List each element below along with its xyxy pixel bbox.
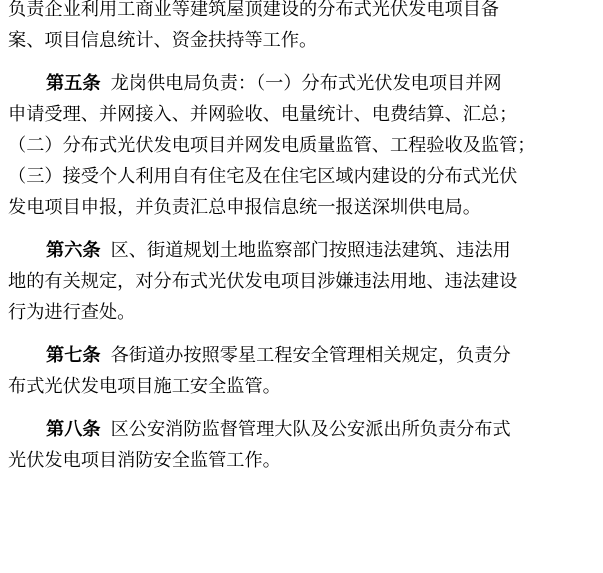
article-6-text: 区、街道规划土地监察部门按照违法建筑、违法用 <box>110 240 511 261</box>
text-line: 发电项目申报，并负责汇总申报信息统一报送深圳供电局。 <box>8 197 481 218</box>
text-line: 光伏发电项目消防安全监管工作。 <box>8 450 281 471</box>
article-6-line <box>8 235 595 266</box>
article-7-line <box>8 340 595 371</box>
article-6-heading: 第六条 <box>46 240 101 261</box>
article-7-text: 各街道办按照零星工程安全管理相关规定，负责分 <box>110 345 511 366</box>
article-8-heading: 第八条 <box>46 419 101 440</box>
article-8-line <box>8 414 595 445</box>
text-line: 案、项目信息统计、资金扶持等工作。 <box>8 30 318 51</box>
text-line: 行为进行查处。 <box>8 302 136 323</box>
text-line: （三）接受个人利用自有住宅及在住宅区域内建设的分布式光伏 <box>8 166 518 187</box>
text-line: 负责企业利用工商业等建筑屋顶建设的分布式光伏发电项目备 <box>8 0 500 20</box>
article-7-heading: 第七条 <box>46 345 101 366</box>
article-5-line <box>8 68 595 99</box>
text-line: （二）分布式光伏发电项目并网发电质量监管、工程验收及监管； <box>8 135 536 156</box>
article-5-heading: 第五条 <box>46 73 101 94</box>
article-5-text: 龙岗供电局负责：（一）分布式光伏发电项目并网 <box>110 73 502 94</box>
article-8-text: 区公安消防监督管理大队及公安派出所负责分布式 <box>110 419 511 440</box>
text-line: 申请受理、并网接入、并网验收、电量统计、电费结算、汇总； <box>8 104 518 125</box>
text-line: 布式光伏发电项目施工安全监管。 <box>8 376 281 397</box>
text-line: 地的有关规定，对分布式光伏发电项目涉嫌违法用地、违法建设 <box>8 271 518 292</box>
